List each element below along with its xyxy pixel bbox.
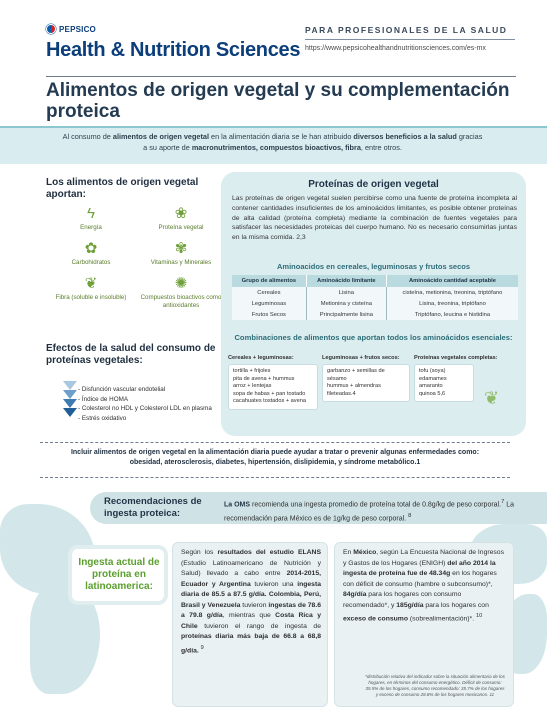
combo-item: quinoa 5,6 bbox=[419, 390, 446, 397]
mexico-footnote: *distribución relativa del indicador sobre la situación alimentaria de los hogares, en términos del consumo energético. Déficit de consumo: 35.5% de los hogares, consumo recomendado: 35.7% de los hogares y exceso de consumo 28.8% de los hogares mexicanos. 11 bbox=[365, 674, 505, 697]
mexico-text: En México, según La Encuesta Nacional de Ingresos y Gastos de los Hogares (ENIGH) del año 2014 la ingesta de proteína fue de 48.34g en los hogares con déficit de consumo (hambre o subconsumo)*, 84g/día para los hogares con consumo recomendado*, y 185g/día para los hogares con exceso de consumo (sobrealimentación)*. $^{10}$ bbox=[343, 549, 504, 623]
audience-tagline: PARA PROFESIONALES DE LA SALUD bbox=[305, 25, 515, 40]
intake-title: Ingesta actual de proteína en latinoamerica: bbox=[78, 557, 160, 592]
combo-item: tofu (soya) bbox=[419, 368, 446, 374]
combo-legumes-nuts: Leguminosas + frutos secos: garbanzo + semillas de sésamo hummus + almendras fileteadas.4 bbox=[322, 355, 410, 402]
benefit-item: ✾ Vitaminas y Minerales bbox=[136, 240, 226, 267]
combo-complete-proteins: Proteínas vegetales completas: tofu (soya) edamames amaranto quinoa 5,6 bbox=[414, 355, 520, 402]
logo-text: PEPSICO bbox=[59, 24, 96, 34]
intro-text: Al consumo de alimentos de origen vegetal en la alimentación diaria se le han atribuido diversos beneficios a la salud gracias a su aporte de macronutrimentos, compuestos bioactivos, fibra, entre otros. bbox=[62, 132, 483, 152]
elans-text: Según los resultados del estudio ELANS (Estudio Latinoamericano de Nutrición y Salud) llevado a cabo entre 2014-2015, Ecuador y Argentina tuvieron una ingesta diaria de 85.5 a 87.5 g/día. Colombia, Perú, Brasil y Venezuela tuvieron ingestas de 78.6 a 79.8 g/día, mientras que Costa Rica y Chile tuvieron el rango de ingesta de proteínas diaria más baja de 66.8 a 68,8 g/día. $^9$ bbox=[181, 549, 322, 654]
table-header: Aminoácido limitante bbox=[306, 275, 386, 287]
brand-title: Health & Nutrition Sciences bbox=[46, 39, 301, 61]
pepsico-globe-icon bbox=[46, 24, 56, 34]
combo-item: garbanzo + semillas de sésamo bbox=[327, 368, 385, 382]
combo-item: arroz + lentejas bbox=[233, 383, 272, 390]
combo-item: pita de avena + hummus bbox=[233, 375, 295, 382]
combo-item: amaranto bbox=[419, 383, 443, 390]
page-title: Alimentos de origen vegetal y su complementación proteica bbox=[46, 76, 516, 122]
pepsico-logo bbox=[46, 24, 96, 34]
divider bbox=[40, 477, 510, 478]
table-row: Leguminosas Metionina y cisteína Lisina, treonina, triptófano bbox=[232, 298, 518, 309]
recommendations-title: Recomendaciones de ingesta proteica: bbox=[104, 496, 202, 519]
energy-icon: ϟ bbox=[87, 205, 95, 222]
combo-item: hummus + almendras fileteadas.4 bbox=[327, 383, 381, 397]
effect-item: - Colesterol no HDL y Colesterol LDL en plasma bbox=[78, 405, 212, 412]
amino-table bbox=[232, 275, 518, 320]
combo-item: cacahuates tostados + avena bbox=[233, 398, 306, 405]
benefit-item: ϟ Energía bbox=[46, 205, 136, 232]
effect-item: - Estrés oxidativo bbox=[78, 414, 127, 422]
benefits-grid bbox=[46, 205, 226, 310]
benefits-heading: Los alimentos de origen vegetal aportan: bbox=[46, 177, 199, 200]
proteins-title: Proteínas de origen vegetal bbox=[308, 179, 439, 190]
combo-item: sopa de habas + pan tostado bbox=[233, 390, 306, 397]
benefit-item: ✿ Carbohidratos bbox=[46, 240, 136, 267]
bioactive-icon: ✺ bbox=[174, 275, 188, 292]
table-row: Frutos Secos Principalmente lisina Triptófano, leucina e histidina bbox=[232, 309, 518, 320]
recommendations-text: La OMS recomienda una ingesta promedio de proteína total de 0.8g/kg de peso corporal.$^7$ La recomendación para México es de 1g/kg de peso corporal. $^8$ bbox=[224, 499, 515, 523]
combinations-title: Combinaciones de alimentos que aportan todos los aminoácidos esenciales: bbox=[234, 333, 513, 342]
combo-item: tortilla + frijoles bbox=[233, 368, 271, 374]
divider bbox=[40, 442, 510, 443]
amino-table-title: Aminoacidos en cereales, leguminosas y frutos secos bbox=[277, 262, 470, 271]
vitamins-icon: ✾ bbox=[174, 240, 188, 257]
benefit-item: ❦ Fibra (soluble e insoluble) bbox=[46, 275, 136, 310]
table-row: Cereales Lisina cisteína, metionina, treonina, triptófano bbox=[232, 287, 518, 298]
benefit-item: ✺ Compuestos bioactivos como antioxidantes bbox=[136, 275, 226, 310]
header-right bbox=[305, 25, 515, 52]
effects-heading: Efectos de la salud del consumo de proteínas vegetales: bbox=[46, 343, 216, 366]
table-header: Grupo de alimentos bbox=[232, 275, 306, 287]
fiber-icon: ❦ bbox=[84, 275, 98, 292]
website-link[interactable]: https://www.pepsicohealthandnutritionsciences.com/es-mx bbox=[305, 45, 486, 52]
combo-cereals-legumes: Cereales + leguminosas: tortilla + frijoles pita de avena + hummus arroz + lentejas sopa de habas + pan tostado cacahuates tostados + avena bbox=[228, 355, 318, 410]
combo-item: edamames bbox=[419, 375, 447, 382]
diseases-note: Incluir alimentos de origen vegetal en la alimentación diaria puede ayudar a tratar o prevenir algunas enfermedades como: obesidad, aterosclerosis, diabetes, hipertensión, dislipidemia, y síndrome metabólico.1 bbox=[70, 449, 480, 466]
effect-item: - Índice de HOMA bbox=[78, 395, 129, 403]
plant-protein-icon: ❀ bbox=[174, 205, 188, 222]
carbohydrate-icon: ✿ bbox=[84, 240, 98, 257]
proteins-text: Las proteínas de origen vegetal suelen percibirse como una fuente de proteína incompleta al contener cantidades insuficientes de los aminoácidos limitantes, es posible obtener proteínas de alta calidad (proteína completa) mediante la combinación de fuentes vegetales para satisfacer las necesidades proteicas del cuerpo humano. No es necesario consumirlas juntas en la misma comida. 2,3 bbox=[232, 195, 517, 242]
leaf-icon: ❦ bbox=[484, 388, 500, 408]
table-header: Aminoácido cantidad aceptable bbox=[386, 275, 518, 287]
decrease-arrows-icon bbox=[63, 381, 77, 417]
benefit-item: ❀ Proteína vegetal bbox=[136, 205, 226, 232]
effect-item: - Disfunción vascular endotelial bbox=[78, 386, 166, 393]
